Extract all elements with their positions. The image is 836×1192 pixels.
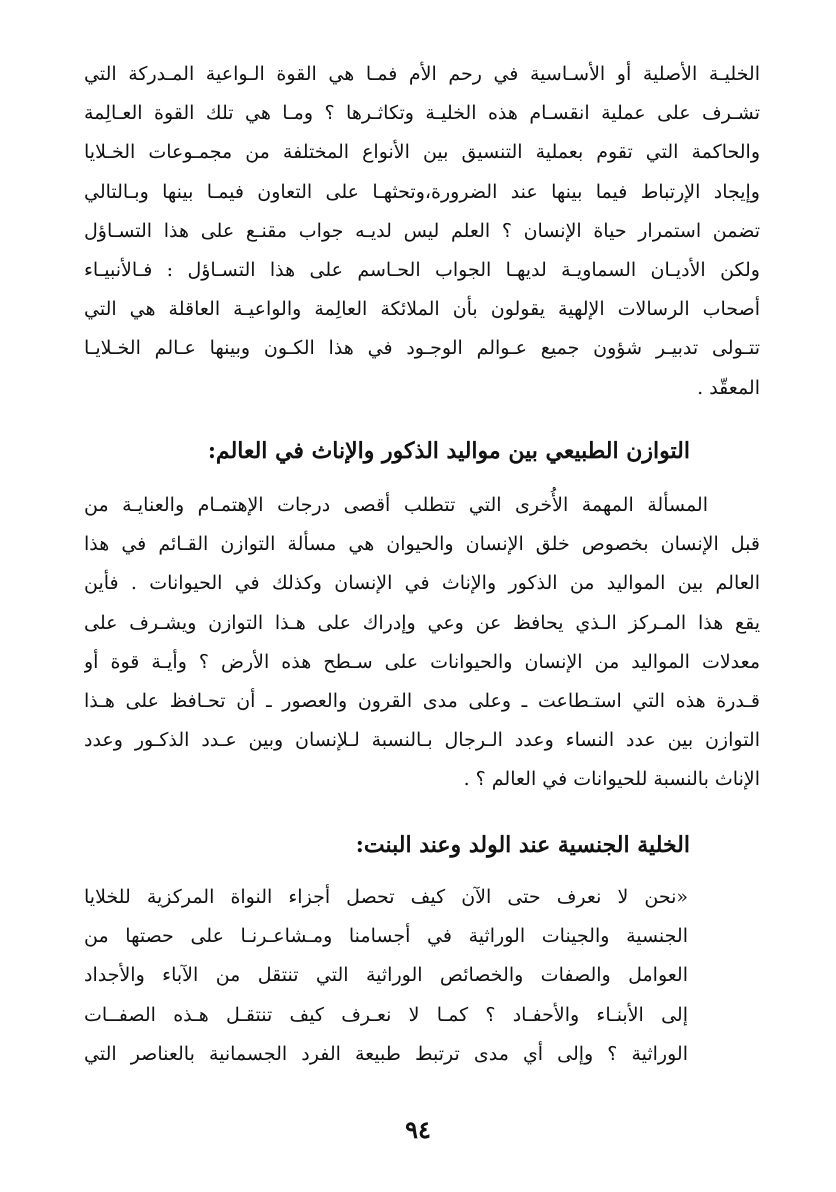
text-line: المسألة المهمة الأُخرى التي تتطلب أقصى درجات الإهتمـام والعنايـة من [84,494,708,516]
text-line: تضمن استمرار حياة الإنسان ؟ العلم ليس لديـه جواب مقنـع على هذا التسـاؤل [84,219,760,242]
text-line: التوازن بين عدد النساء وعدد الـرجال بـالنسبة لـلإنسان وبين عـدد الذكـور وعدد [84,729,760,752]
text-line: العالم بين المواليد من الذكور والإناث في الإنسان وكذلك في الحيوانات . فأين [84,572,760,595]
section-heading-natural-balance: التوازن الطبيعي بين مواليد الذكور والإناث في العالم: [207,438,690,464]
text-line: المعقّد . [697,376,760,399]
text-line: والحاكمة التي تقوم بعملية التنسيق بين الأنواع المختلفة من مجمـوعات الخـلايا [84,141,760,164]
text-line: العوامل والصفات والخصائص الوراثية التي تنتقل من الآباء والأجداد [84,964,688,987]
text-line: معدلات المواليد من الإنسان والحيوانات على سـطح هذه الأرض ؟ وأيـة قوة أو [84,650,760,673]
paragraph-2 [84,486,760,800]
text-line: الخليـة الأصلية أو الأسـاسية في رحم الأم فمـا هي القوة الـواعية المـدركة التي [84,63,760,85]
text-line: ولكن الأديـان السماويـة لديهـا الجواب الحـاسم على هذا التسـاؤل : فـالأنبيـاء [84,258,760,281]
text-line: قبل الإنسان بخصوص خلق الإنسان والحيوان هي مسألة التوازن القـائم في هذا [84,533,760,556]
paragraph-3-quote [84,878,688,1074]
text-line: الوراثية ؟ وإلى أي مدى ترتبط طبيعة الفرد الجسمانية بالعناصر التي [84,1042,688,1065]
text-line: الجنسية والجينات الوراثية في أجسامنا ومـشاعـرنـا على حصتها من [84,925,688,948]
text-line: الإناث بالنسبة للحيوانات في العالم ؟ . [463,768,760,791]
page-number: ٩٤ [405,1115,431,1144]
text-line: قـدرة هذه التي استـطاعت ـ وعلى مدى القرون والعصور ـ أن تحـافظ على هـذا [84,689,760,712]
text-line: تتـولى تدبيـر شؤون جميع عـوالم الوجـود في هذا الكـون وبينها عـالم الخـلايـا [84,337,760,360]
text-line: «نحن لا نعرف حتى الآن كيف تحصل أجزاء النواة المركزية للخلايا [84,886,688,908]
section-heading-sex-cell: الخلية الجنسية عند الولد وعند البنت: [355,832,690,858]
text-line: وإيجاد الإرتباط فيما بينها عند الضرورة،وتحثهـا على التعاون فيمـا بينها وبـالتالي [84,180,760,203]
text-line: تشـرف على عملية انقسـام هذه الخليـة وتكاثـرها ؟ ومـا هي تلك القوة العـالِمة [84,102,760,125]
text-line: يقع هذا المـركز الـذي يحافظ عن وعي وإدراك على هـذا التوازن ويشـرف على [84,611,760,634]
text-line: إلى الأبنـاء والأحفـاد ؟ كمـا لا نعـرف كيف تنتقـل هـذه الصفــات [84,1003,688,1026]
paragraph-1 [84,55,760,408]
text-line: أصحاب الرسالات الإلهية يقولون بأن الملائكة العالِمة والواعيـة العاقلة هي التي [84,298,760,321]
